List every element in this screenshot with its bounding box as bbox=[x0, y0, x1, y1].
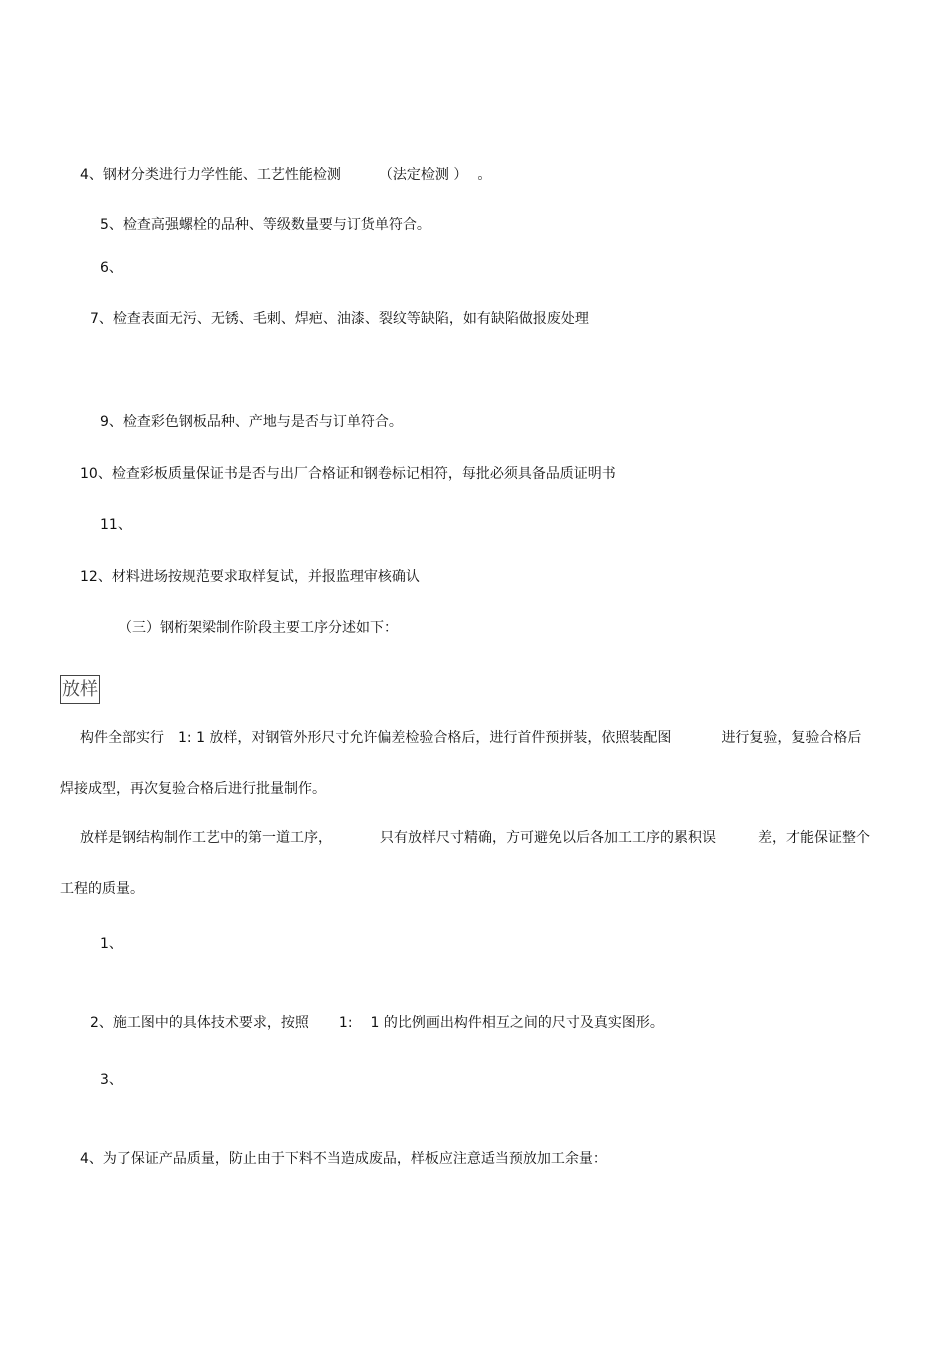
item-note: （法定检测 ） bbox=[378, 167, 468, 183]
list-item-12: 12、材料进场按规范要求取样复试，并报监理审核确认 bbox=[80, 569, 420, 585]
boxed-section-label: 放样 bbox=[60, 675, 100, 704]
section-heading: （三）钢桁架梁制作阶段主要工序分述如下： bbox=[118, 620, 398, 636]
paragraph-1-line-2: 焊接成型，再次复验合格后进行批量制作。 bbox=[60, 781, 326, 797]
list-item-5: 5、检查高强螺栓的品种、等级数量要与订货单符合。 bbox=[100, 217, 431, 233]
list-item-1: 1、 bbox=[100, 936, 123, 952]
list-item-11: 11、 bbox=[100, 517, 132, 533]
item-text: 4、钢材分类进行力学性能、工艺性能检测 bbox=[80, 167, 341, 183]
list-item-2: 2、施工图中的具体技术要求，按照 1: 1 的比例画出构件相互之间的尺寸及真实图形。 bbox=[90, 1015, 664, 1031]
paragraph-2-line-2: 工程的质量。 bbox=[60, 881, 144, 897]
paragraph-1-line-1: 构件全部实行 1: 1 放样，对钢管外形尺寸允许偏差检验合格后，进行首件预拼装，依照装配图 进行复验，复验合格后 bbox=[80, 730, 862, 746]
list-item-4-sample-allowance: 4、为了保证产品质量，防止由于下料不当造成废品，样板应注意适当预放加工余量： bbox=[80, 1151, 607, 1167]
paragraph-2-line-1: 放样是钢结构制作工艺中的第一道工序， 只有放样尺寸精确，方可避免以后各加工工序的累积误 差，才能保证整个 bbox=[80, 830, 870, 846]
list-item-9: 9、检查彩色钢板品种、产地与是否与订单符合。 bbox=[100, 414, 403, 430]
list-item-4-material-testing bbox=[80, 166, 491, 184]
list-item-7: 7、检查表面无污、无锈、毛刺、焊疤、油漆、裂纹等缺陷，如有缺陷做报废处理 bbox=[90, 311, 589, 327]
item-period: 。 bbox=[477, 167, 492, 183]
list-item-10: 10、检查彩板质量保证书是否与出厂合格证和钢卷标记相符，每批必须具备品质证明书 bbox=[80, 466, 616, 482]
list-item-6: 6、 bbox=[100, 260, 123, 276]
list-item-3: 3、 bbox=[100, 1072, 123, 1088]
